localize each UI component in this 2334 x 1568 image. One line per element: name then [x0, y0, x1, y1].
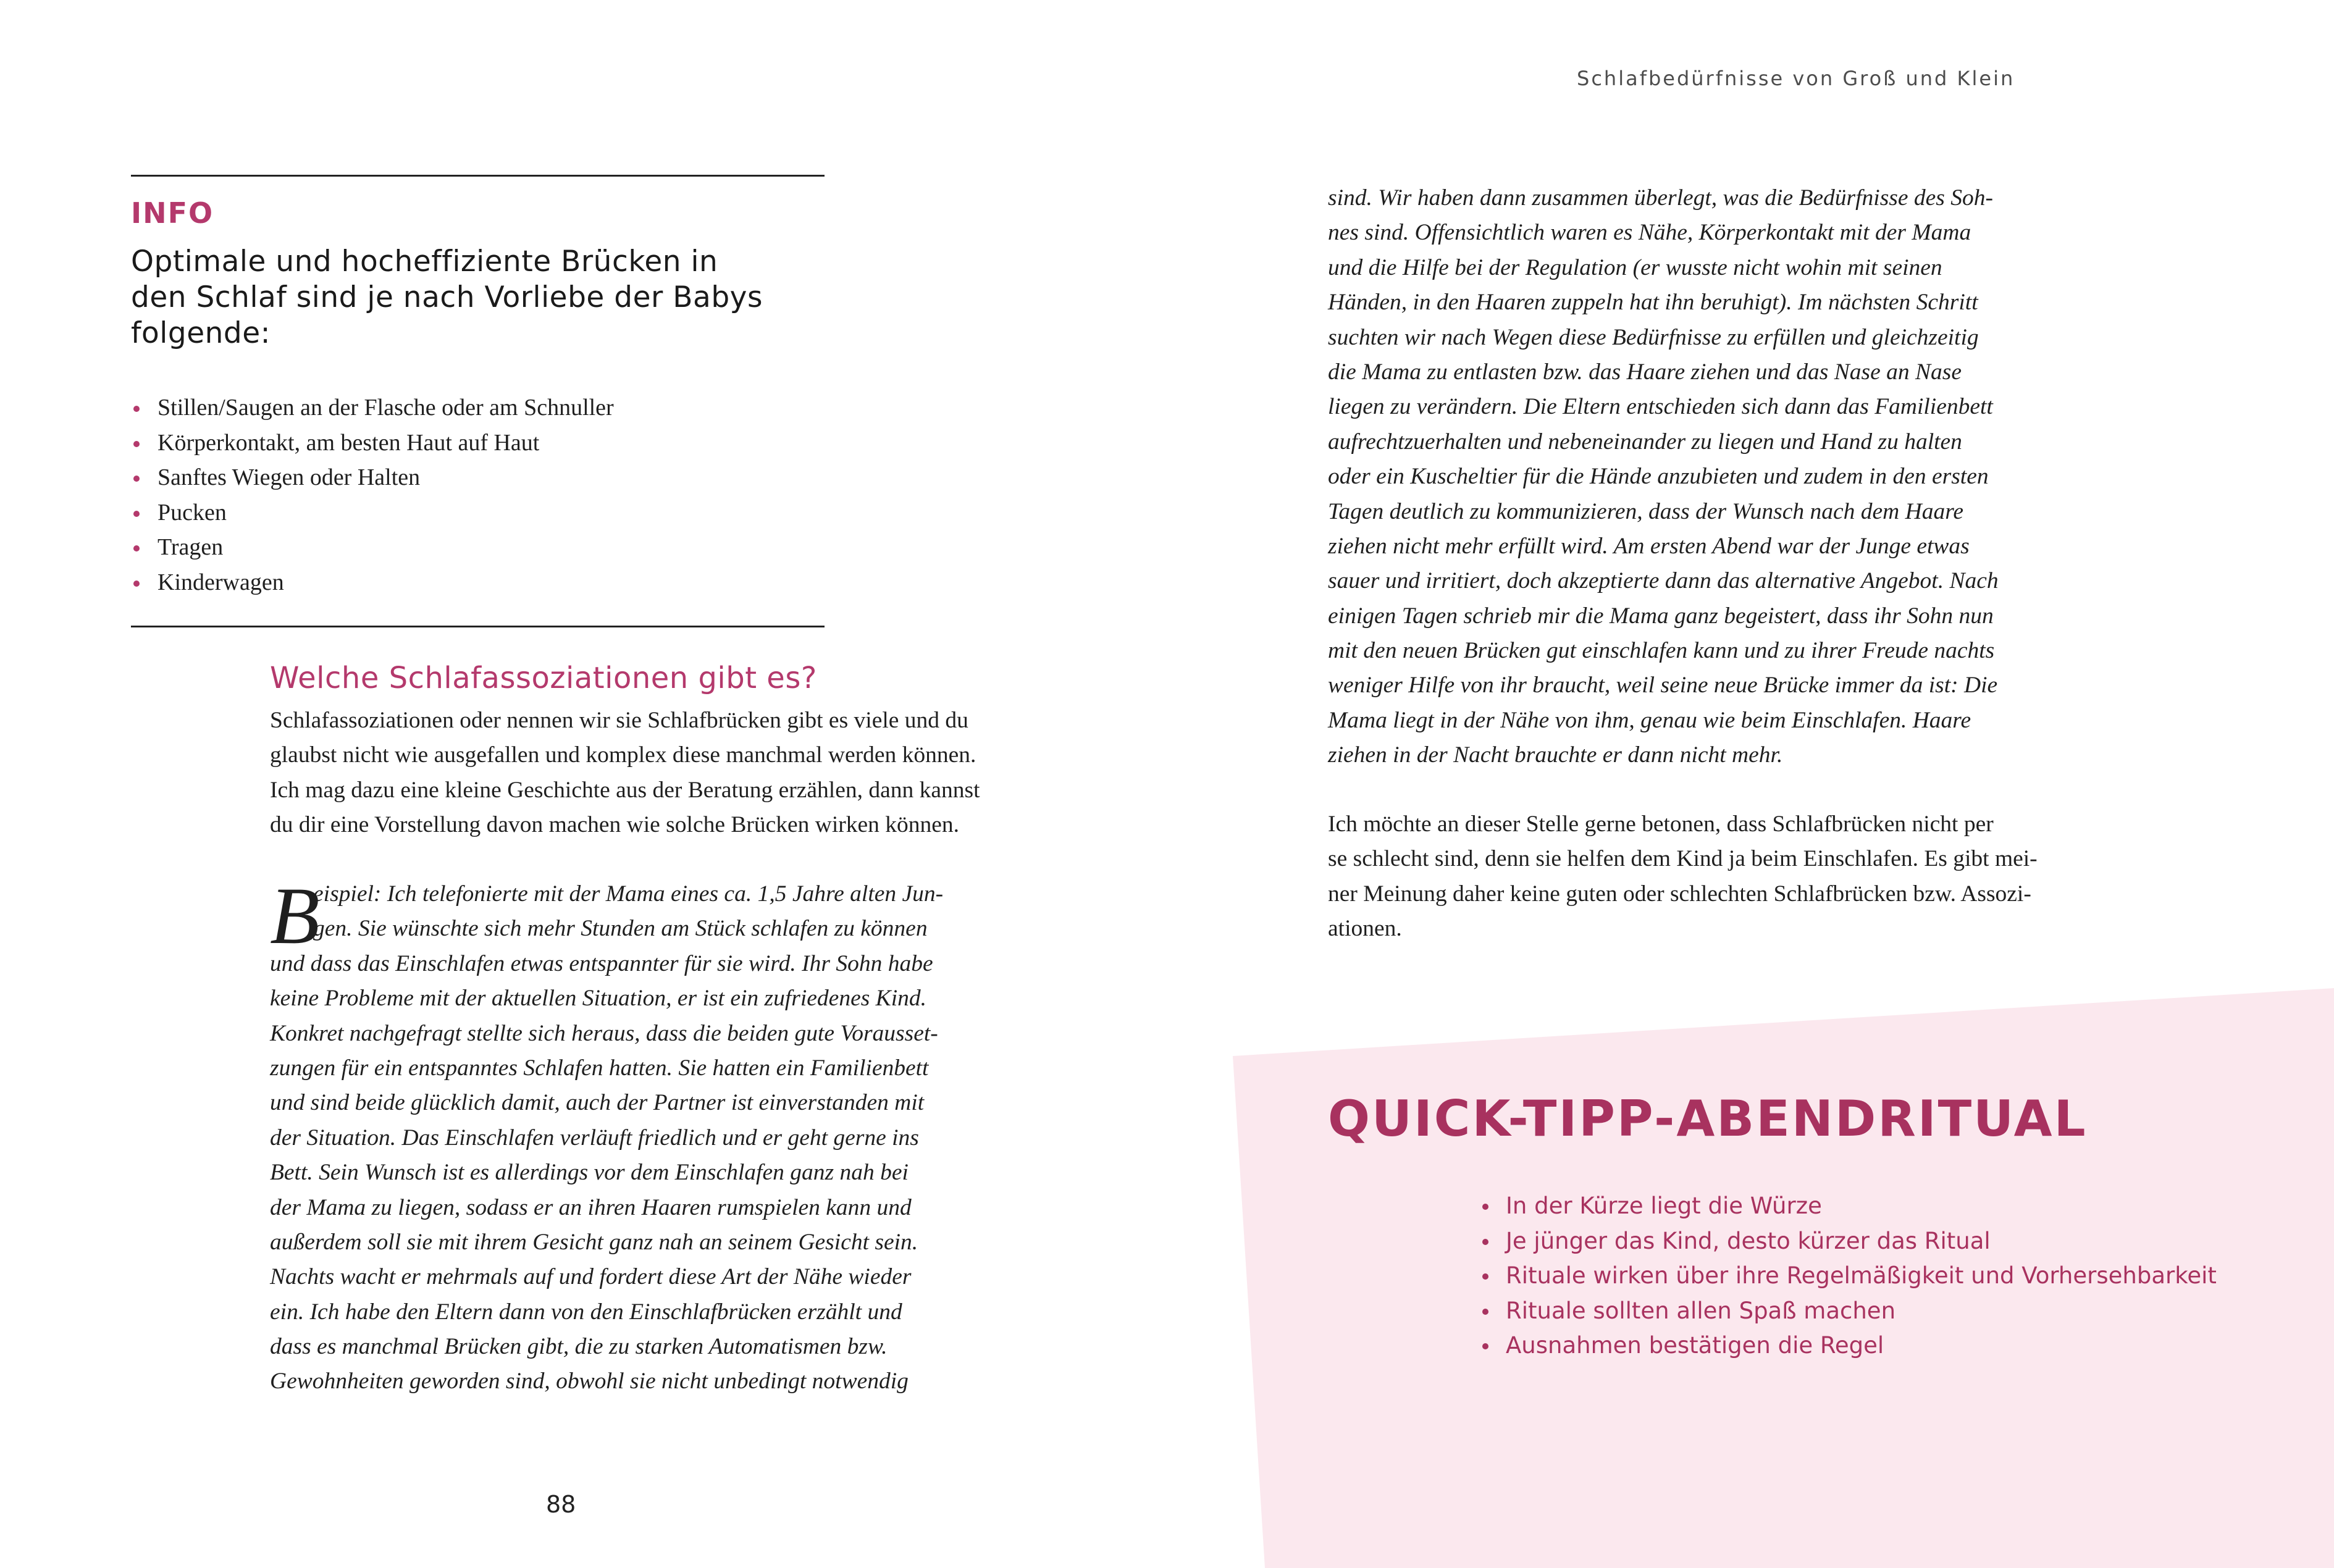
info-list-item: Tragen — [131, 530, 614, 565]
text-line: Ich mag dazu eine kleine Geschichte aus der Beratung erzählen, dann kannst — [270, 777, 980, 803]
closing-paragraph — [1328, 807, 2038, 947]
text-line: die Mama zu entlasten bzw. das Haare ziehen und das Nase an Nase — [1328, 359, 1962, 385]
info-heading-line: den Schlaf sind je nach Vorliebe der Babys — [131, 280, 763, 314]
text-line: und dass das Einschlafen etwas entspannter für sie wird. Ihr Sohn habe — [270, 950, 933, 976]
quick-tipp-item: In der Kürze liegt die Würze — [1481, 1189, 2217, 1224]
info-heading-line: folgende: — [131, 316, 271, 350]
text-line: ationen. — [1328, 916, 1402, 942]
text-line: aufrechtzuerhalten und nebeneinander zu liegen und Hand zu halten — [1328, 429, 1962, 455]
text-line: der Situation. Das Einschlafen verläuft friedlich und er geht gerne ins — [270, 1125, 919, 1151]
text-line: gen. Sie wünschte sich mehr Stunden am Stück schlafen zu können — [313, 916, 928, 942]
info-heading-line: Optimale und hocheffiziente Brücken in — [131, 245, 718, 279]
text-line: der Mama zu liegen, sodass er an ihren Haaren rumspielen kann und — [270, 1194, 912, 1220]
info-list-item: Stillen/Saugen an der Flasche oder am Schnuller — [131, 390, 614, 426]
section-heading: Welche Schlafassoziationen gibt es? — [270, 661, 817, 695]
dropcap: B — [270, 870, 320, 961]
info-list — [131, 390, 614, 600]
text-line: du dir eine Vorstellung davon machen wie solche Brücken wirken können. — [270, 812, 960, 838]
text-line: und sind beide glücklich damit, auch der Partner ist einverstanden mit — [270, 1090, 925, 1116]
text-line: ziehen nicht mehr erfüllt wird. Am ersten Abend war der Junge etwas — [1328, 533, 1970, 559]
text-line: Schlafassoziationen oder nennen wir sie Schlafbrücken gibt es viele und du — [270, 708, 968, 733]
running-header: Schlafbedürfnisse von Groß und Klein — [1577, 67, 2015, 90]
text-line: Händen, in den Haaren zuppeln hat ihn beruhigt). Im nächsten Schritt — [1328, 290, 1978, 316]
text-line: nes sind. Offensichtlich waren es Nähe, Körperkontakt mit der Mama — [1328, 220, 1971, 246]
text-line: ein. Ich habe den Eltern dann von den Einschlafbrücken erzählt und — [270, 1299, 902, 1325]
text-line: außerdem soll sie mit ihrem Gesicht ganz nah an seinem Gesicht sein. — [270, 1229, 918, 1255]
info-label: INFO — [131, 196, 214, 230]
text-line: mit den neuen Brücken gut einschlafen kann und zu ihrer Freude nachts — [1328, 638, 1995, 664]
text-line: Tagen deutlich zu kommunizieren, dass der Wunsch nach dem Haare — [1328, 498, 1964, 524]
text-line: suchten wir nach Wegen diese Bedürfnisse zu erfüllen und gleichzeitig — [1328, 324, 1979, 350]
quick-tipp-title: QUICK-TIPP-ABENDRITUAL — [1328, 1090, 2088, 1147]
info-list-item: Sanftes Wiegen oder Halten — [131, 460, 614, 495]
text-line: ner Meinung daher keine guten oder schlechten Schlafbrücken bzw. Assozi- — [1328, 881, 2031, 907]
text-line: keine Probleme mit der aktuellen Situation, er ist ein zufriedenes Kind. — [270, 986, 926, 1012]
text-line: ziehen in der Nacht brauchte er dann nicht mehr. — [1328, 742, 1783, 768]
text-line: und die Hilfe bei der Regulation (er wusste nicht wohin mit seinen — [1328, 254, 1942, 280]
text-line: zungen für ein entspanntes Schlafen hatten. Sie hatten ein Familienbett — [270, 1055, 929, 1081]
text-line: sind. Wir haben dann zusammen überlegt, was die Bedürfnisse des Soh- — [1328, 185, 1994, 211]
text-line: glaubst nicht wie ausgefallen und komplex diese manchmal werden können. — [270, 742, 976, 768]
quick-tipp-item: Rituale sollten allen Spaß machen — [1481, 1294, 2217, 1329]
text-line: dass es manchmal Brücken gibt, die zu starken Automatismen bzw. — [270, 1334, 888, 1360]
text-line: Nachts wacht er mehrmals auf und fordert diese Art der Nähe wieder — [270, 1264, 912, 1290]
text-line: sauer und irritiert, doch akzeptierte dann das alternative Angebot. Nach — [1328, 568, 1999, 594]
info-list-item: Kinderwagen — [131, 565, 614, 600]
text-line: Ich möchte an dieser Stelle gerne betonen, dass Schlafbrücken nicht per — [1328, 811, 1994, 837]
text-line: Bett. Sein Wunsch ist es allerdings vor dem Einschlafen ganz nah bei — [270, 1160, 909, 1186]
text-line: Konkret nachgefragt stellte sich heraus, dass die beiden gute Vorausset- — [270, 1020, 938, 1046]
intro-paragraph — [270, 703, 980, 843]
quick-tipp-item: Je jünger das Kind, desto kürzer das Ritual — [1481, 1224, 2217, 1259]
text-line: se schlecht sind, denn sie helfen dem Kind ja beim Einschlafen. Es gibt mei- — [1328, 846, 2038, 872]
text-line: weniger Hilfe von ihr braucht, weil seine neue Brücke immer da ist: Die — [1328, 673, 1998, 698]
quick-tipp-list — [1481, 1189, 2217, 1364]
info-top-rule — [131, 175, 825, 177]
page-number: 88 — [546, 1491, 576, 1518]
text-line: liegen zu verändern. Die Eltern entschieden sich dann das Familienbett — [1328, 394, 1993, 420]
info-bottom-rule — [131, 626, 825, 627]
example-story-continued — [1328, 181, 1999, 773]
text-line: eispiel: Ich telefonierte mit der Mama eines ca. 1,5 Jahre alten Jun- — [313, 881, 944, 907]
info-list-item: Körperkontakt, am besten Haut auf Haut — [131, 426, 614, 461]
text-line: einigen Tagen schrieb mir die Mama ganz begeistert, dass ihr Sohn nun — [1328, 603, 1994, 629]
quick-tipp-item: Ausnahmen bestätigen die Regel — [1481, 1328, 2217, 1364]
quick-tipp-item: Rituale wirken über ihre Regelmäßigkeit und Vorhersehbarkeit — [1481, 1259, 2217, 1294]
text-line: Gewohnheiten geworden sind, obwohl sie nicht unbedingt notwendig — [270, 1369, 909, 1394]
text-line: Mama liegt in der Nähe von ihm, genau wie beim Einschlafen. Haare — [1328, 707, 1971, 733]
text-line: oder ein Kuscheltier für die Hände anzubieten und zudem in den ersten — [1328, 464, 1989, 490]
info-list-item: Pucken — [131, 495, 614, 530]
example-story — [270, 870, 944, 1399]
info-heading — [131, 244, 816, 351]
